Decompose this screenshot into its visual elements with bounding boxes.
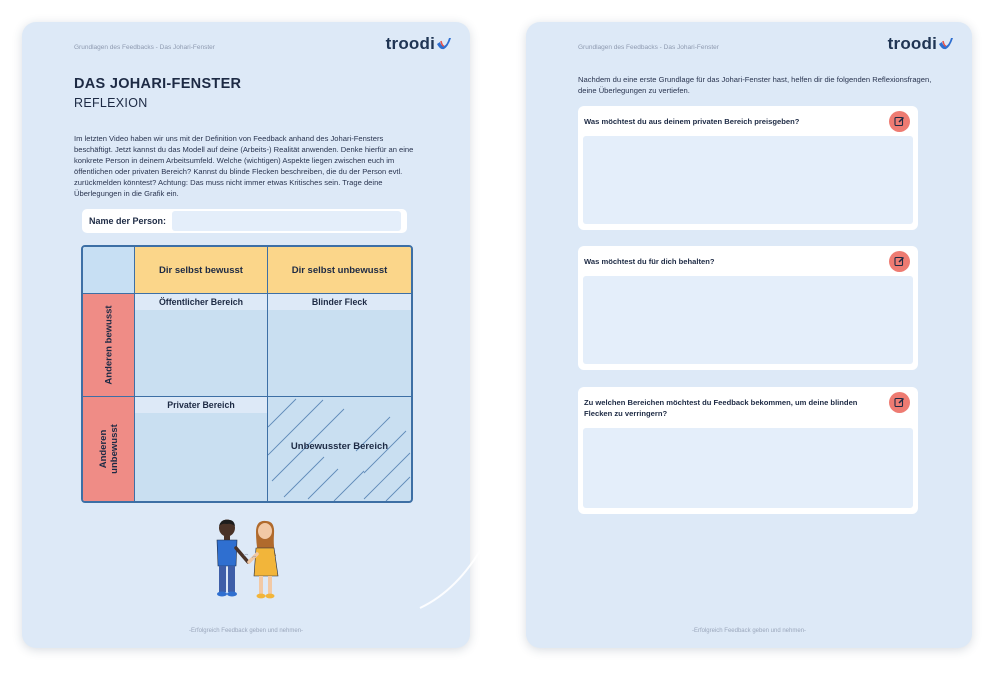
handshake-illustration bbox=[212, 518, 284, 604]
question-text: Was möchtest du aus deinem privaten Bereich preisgeben? bbox=[584, 117, 800, 126]
col-header-self-aware bbox=[135, 247, 268, 294]
answer-area[interactable] bbox=[583, 428, 913, 508]
edit-note-button[interactable] bbox=[889, 111, 910, 132]
quadrant-blind-spot bbox=[268, 294, 411, 397]
col-header-label: Dir selbst bewusst bbox=[159, 264, 243, 276]
pencil-note-icon bbox=[894, 256, 905, 267]
row-header-others-unaware bbox=[83, 397, 135, 501]
page-footer: -Erfolgreich Feedback geben und nehmen- bbox=[188, 628, 304, 634]
row-header-others-aware bbox=[83, 294, 135, 397]
page-title: DAS JOHARI-FENSTER bbox=[74, 76, 242, 92]
question-text: Zu welchen Bereichen möchtest du Feedback bekommen, um deine blinden Flecken zu verringern? bbox=[584, 398, 858, 418]
logo-text: troodi bbox=[887, 34, 937, 53]
logo-check-icon bbox=[938, 37, 954, 51]
troodi-logo bbox=[386, 34, 452, 54]
worksheet-page-right bbox=[526, 22, 972, 648]
edit-note-button[interactable] bbox=[889, 392, 910, 413]
johari-window-grid bbox=[81, 245, 413, 503]
row-header-label: Anderen unbewusst bbox=[97, 424, 120, 474]
pencil-note-icon bbox=[894, 397, 905, 408]
troodi-logo bbox=[888, 34, 954, 54]
quadrant-title: Unbewusster Bereich bbox=[290, 441, 389, 452]
logo-check-icon bbox=[436, 37, 452, 51]
grid-corner bbox=[83, 247, 135, 294]
pencil-note-icon bbox=[894, 116, 905, 127]
breadcrumb: Grundlagen des Feedbacks - Das Johari-Fenster bbox=[74, 44, 215, 51]
quadrant-unknown bbox=[268, 397, 411, 501]
breadcrumb: Grundlagen des Feedbacks - Das Johari-Fenster bbox=[578, 44, 719, 51]
decorative-curve bbox=[418, 540, 488, 610]
edit-note-button[interactable] bbox=[889, 251, 910, 272]
answer-area[interactable] bbox=[583, 136, 913, 224]
answer-area[interactable] bbox=[583, 276, 913, 364]
page-footer: -Erfolgreich Feedback geben und nehmen- bbox=[691, 628, 807, 634]
quadrant-input-area[interactable] bbox=[135, 413, 267, 501]
quadrant-title: Öffentlicher Bereich bbox=[135, 294, 267, 310]
col-header-self-unaware bbox=[268, 247, 411, 294]
person-name-label: Name der Person: bbox=[89, 216, 167, 226]
intro-text: Im letzten Video haben wir uns mit der Definition von Feedback anhand des Johari-Fensters beschäftigt. Jetzt kannst du das Modell auf deine (Arbeits-) Realität anwenden. Denke hierfür an eine konkrete Person in deinem Arbeitsumfeld. Welche (wichtigen) Aspekte liegen zwischen euch im öffentlichen oder privaten Bereich? Kannst du blinde Flecken beschreiben, die du der Person evtl. zurückmelden könntest? Achtung: Das muss nicht immer etwas Kritisches sein. Trage deine Überlegungen in die Grafik ein. bbox=[74, 134, 414, 198]
question-card-private bbox=[578, 106, 918, 230]
quadrant-input-area[interactable] bbox=[135, 310, 267, 396]
quadrant-input-area[interactable] bbox=[268, 310, 411, 396]
person-name-field bbox=[82, 209, 407, 233]
quadrant-title: Blinder Fleck bbox=[268, 294, 411, 310]
question-text: Was möchtest du für dich behalten? bbox=[584, 257, 715, 266]
person-name-input[interactable] bbox=[172, 211, 401, 231]
question-card-feedback bbox=[578, 387, 918, 514]
logo-text: troodi bbox=[385, 34, 435, 53]
quadrant-private bbox=[135, 397, 268, 501]
worksheet-page-left bbox=[22, 22, 470, 648]
col-header-label: Dir selbst unbewusst bbox=[291, 264, 388, 276]
page-subtitle: REFLEXION bbox=[74, 96, 148, 110]
quadrant-title: Privater Bereich bbox=[135, 397, 267, 413]
question-card-keep bbox=[578, 246, 918, 370]
reflection-intro: Nachdem du eine erste Grundlage für das Johari-Fenster hast, helfen dir die folgenden Reflexionsfragen, deine Überlegungen zu vertiefen. bbox=[578, 75, 932, 95]
quadrant-public bbox=[135, 294, 268, 397]
row-header-label: Anderen bewusst bbox=[103, 305, 114, 385]
